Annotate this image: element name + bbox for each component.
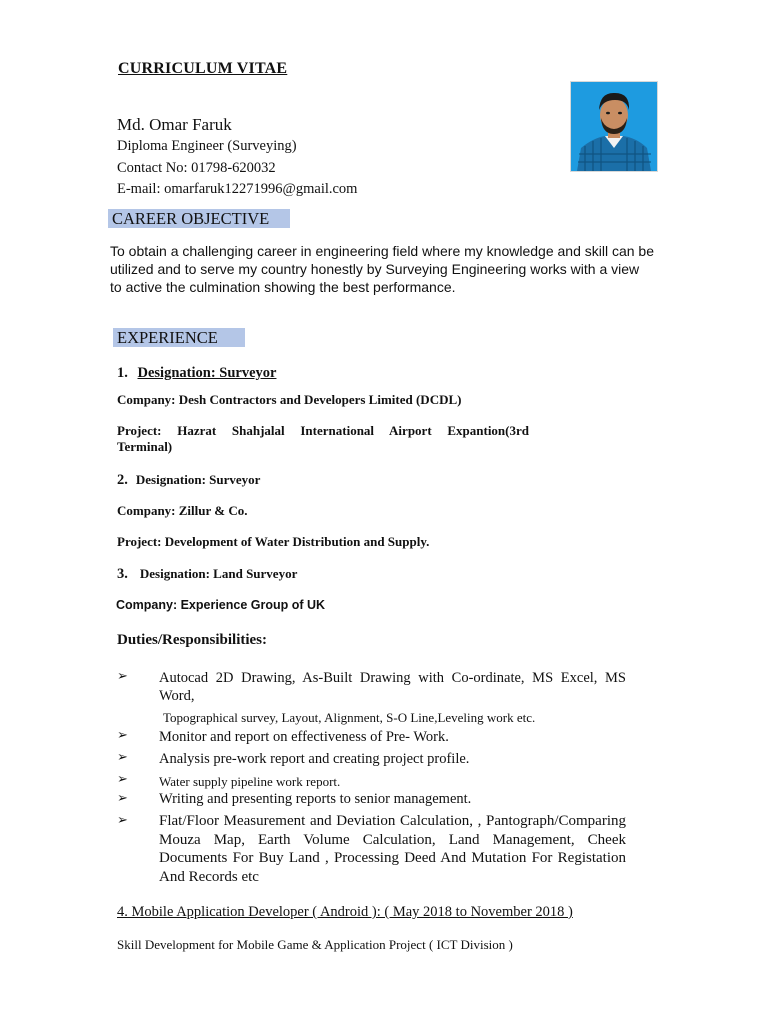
duty-line: Documents For Buy Land , Processing Deed And Mutation For Registation — [159, 850, 626, 866]
job-number: 2. — [117, 472, 128, 488]
job-3-heading — [117, 565, 297, 583]
candidate-role: Diploma Engineer (Surveying) — [117, 138, 297, 154]
job-1-project: Project: Hazrat Shahjalal International Airport Expantion(3rd — [117, 423, 529, 438]
duty-item-subtext: Topographical survey, Layout, Alignment, S-O Line,Leveling work etc. — [163, 710, 536, 725]
bullet-icon: ➢ — [117, 772, 128, 787]
objective-line: to active the culmination showing the best performance. — [110, 279, 456, 295]
bullet-icon: ➢ — [117, 750, 128, 765]
candidate-name: Md. Omar Faruk — [117, 115, 232, 134]
career-objective-heading: CAREER OBJECTIVE — [108, 209, 290, 228]
duty-item: Writing and presenting reports to senior management. — [159, 791, 472, 807]
job-2-company: Company: Zillur & Co. — [117, 503, 248, 518]
cv-title: CURRICULUM VITAE — [118, 60, 288, 77]
duty-item: Analysis pre-work report and creating project profile. — [159, 751, 470, 767]
job-designation: Designation: Land Surveyor — [139, 566, 298, 581]
job-2-heading — [117, 471, 260, 489]
duty-item — [159, 669, 626, 705]
duty-item — [159, 812, 626, 886]
experience-heading: EXPERIENCE — [113, 328, 245, 347]
duty-item: Monitor and report on effectiveness of Pre- Work. — [159, 729, 449, 745]
mobile-dev-heading: 4. Mobile Application Developer ( Android ): ( May 2018 to November 2018 ) — [117, 904, 573, 920]
bullet-icon: ➢ — [117, 791, 128, 806]
job-number: 3. — [117, 566, 128, 582]
duty-line: Flat/Floor Measurement and Deviation Calculation, , Pantograph/Comparing — [159, 813, 626, 829]
email-address: E-mail: omarfaruk12271996@gmail.com — [117, 181, 358, 197]
duty-line: And Records etc — [159, 868, 259, 885]
job-designation: Designation: Surveyor — [137, 365, 277, 381]
profile-photo — [570, 81, 658, 172]
job-1-company: Company: Desh Contractors and Developers Limited (DCDL) — [117, 392, 462, 407]
duty-line: Mouza Map, Earth Volume Calculation, Land Management, Cheek — [159, 831, 626, 848]
career-objective-text — [110, 242, 655, 296]
job-1-project-cont: Terminal) — [117, 439, 173, 454]
duty-line: Word, — [159, 688, 195, 704]
job-3-company: Company: Experience Group of UK — [116, 598, 326, 612]
job-2-project: Project: Development of Water Distribution and Supply. — [117, 534, 430, 549]
job-1-heading — [117, 365, 276, 382]
objective-line: utilized and to serve my country honestly by Surveying Engineering works with a view — [110, 261, 640, 277]
duty-item: Water supply pipeline work report. — [159, 774, 341, 789]
job-number: 1. — [117, 365, 128, 381]
duty-line: Autocad 2D Drawing, As-Built Drawing with Co-ordinate, MS Excel, MS — [159, 670, 626, 686]
duties-heading: Duties/Responsibilities: — [117, 632, 268, 648]
mobile-dev-detail: Skill Development for Mobile Game & Application Project ( ICT Division ) — [117, 937, 513, 952]
contact-number: Contact No: 01798-620032 — [117, 160, 276, 176]
bullet-icon: ➢ — [117, 728, 128, 743]
bullet-icon: ➢ — [117, 813, 128, 828]
job-designation: Designation: Surveyor — [135, 472, 261, 487]
bullet-icon: ➢ — [117, 669, 128, 684]
objective-line: To obtain a challenging career in engineering field where my knowledge and skill can be — [110, 243, 655, 259]
